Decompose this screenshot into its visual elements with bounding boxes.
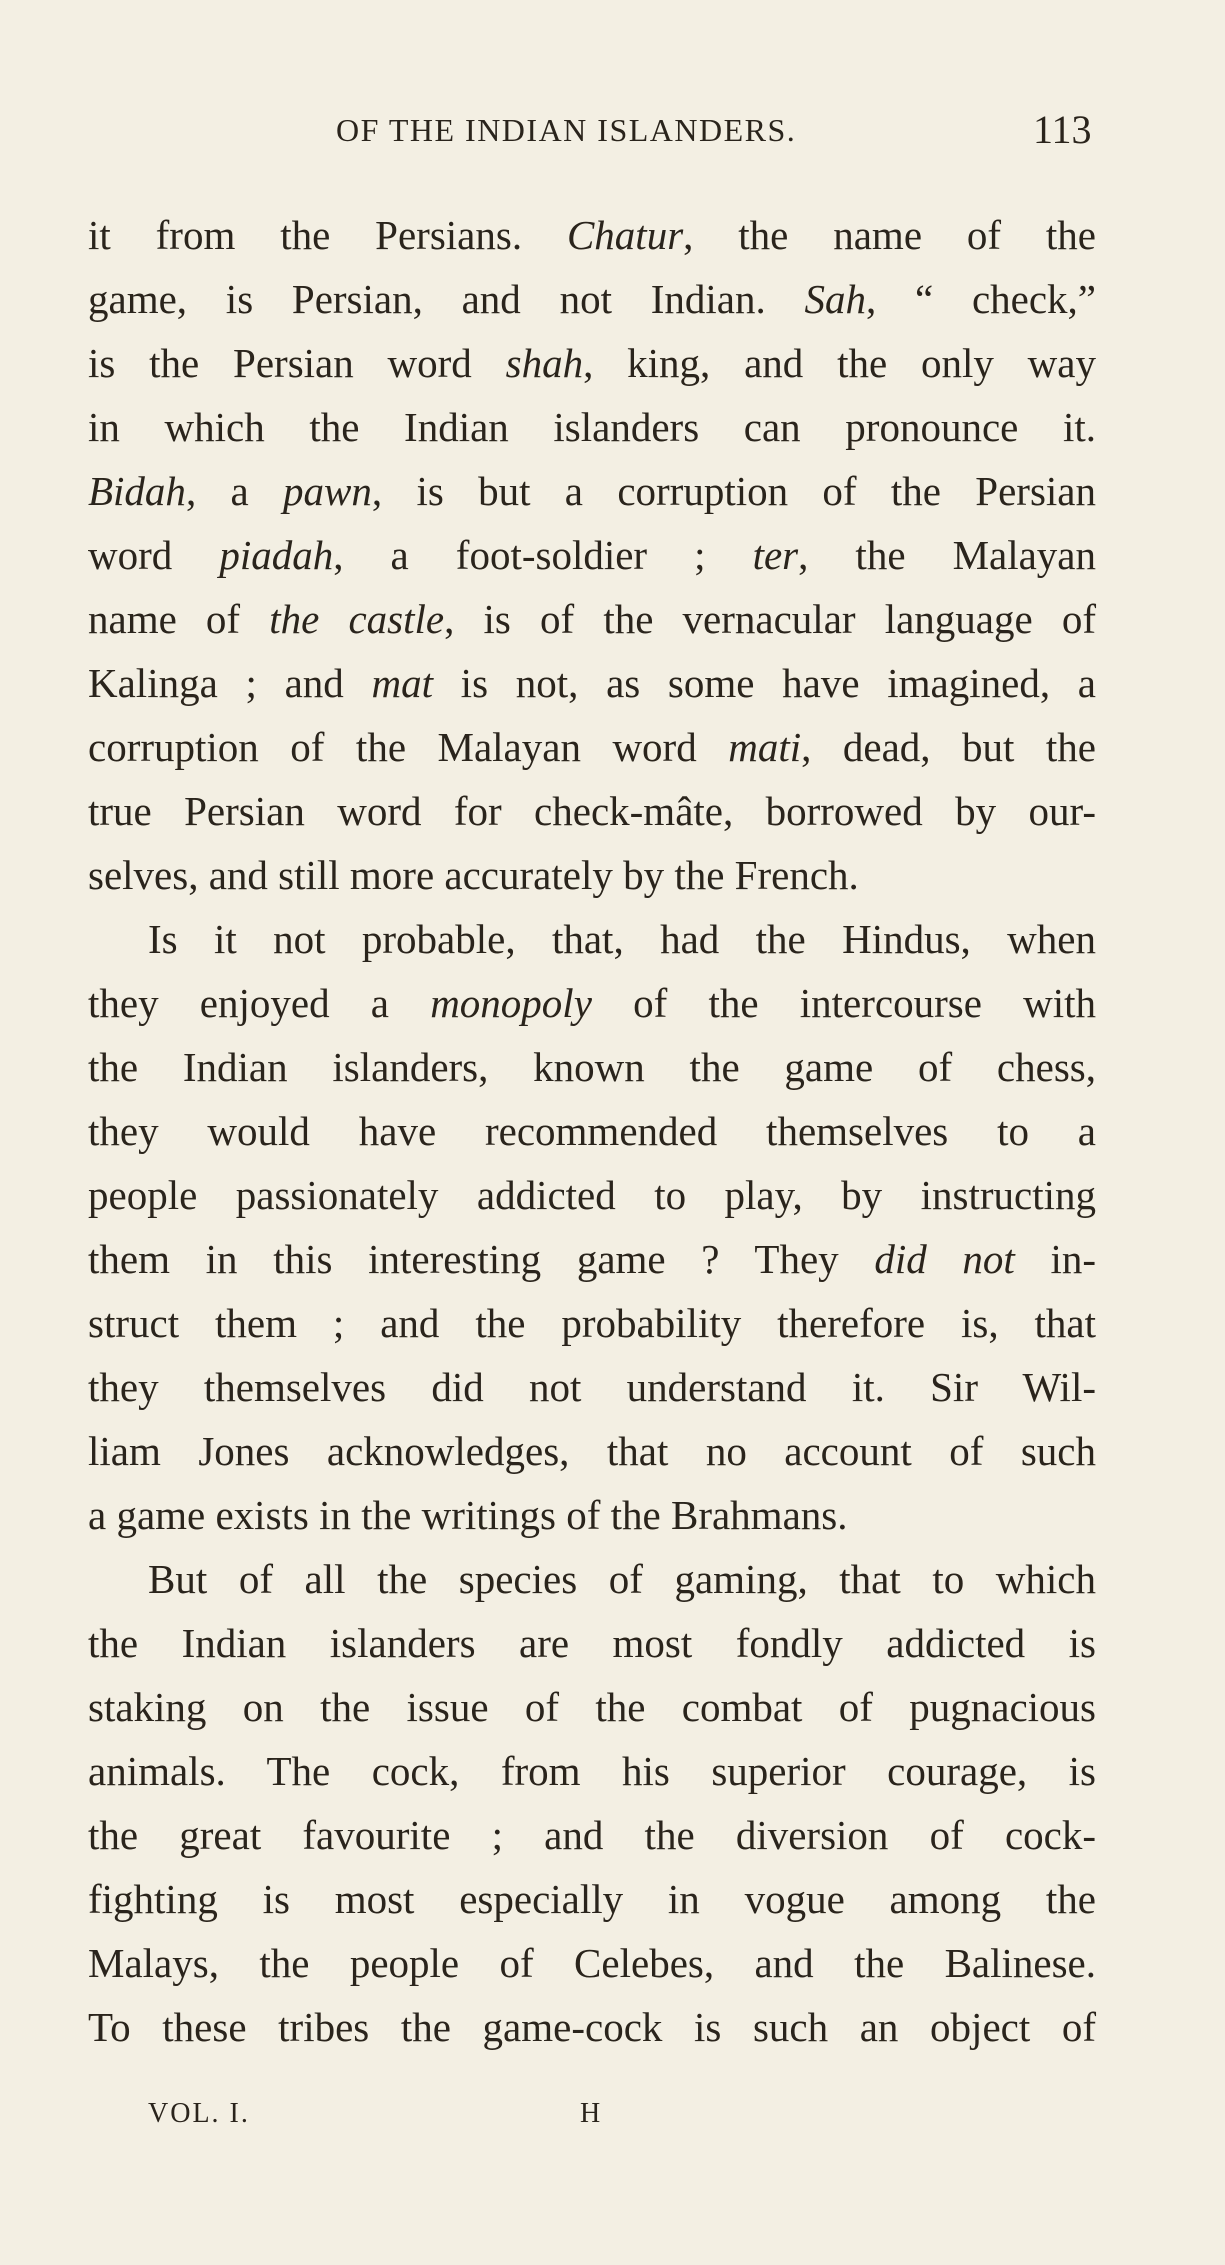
volume-label: VOL. I. [148,2098,250,2129]
text-line: a game exists in the writings of the Brahmans. [88,1492,848,1538]
text-line: word piadah, a foot-soldier ; ter, the Malayan [88,532,1097,578]
text-line: But of all the species of gaming, that to which [148,1556,1096,1602]
body-text [88,203,1096,2059]
text-line: Malays, the people of Celebes, and the Balinese. [88,1940,1096,1986]
text-line: To these tribes the game-cock is such an object of [88,2004,1096,2050]
text-line: the great favourite ; and the diversion of cock- [88,1812,1096,1858]
text-line: struct them ; and the probability therefore is, that [88,1300,1096,1346]
text-line: Is it not probable, that, had the Hindus, when [148,916,1096,962]
text-line: game, is Persian, and not Indian. Sah, “ check,” [88,276,1096,322]
text-line: corruption of the Malayan word mati, dead, but the [88,724,1096,770]
text-line: Bidah, a pawn, is but a corruption of the Persian [88,468,1096,514]
text-line: animals. The cock, from his superior courage, is [88,1748,1096,1794]
text-line: fighting is most especially in vogue among the [88,1876,1096,1922]
text-line: they enjoyed a monopoly of the intercourse with [88,980,1096,1026]
text-line: the Indian islanders, known the game of chess, [88,1044,1096,1090]
text-line: the Indian islanders are most fondly addicted is [88,1620,1096,1666]
text-line: it from the Persians. Chatur, the name of the [88,212,1096,258]
text-line: Kalinga ; and mat is not, as some have imagined, a [88,660,1096,706]
text-line: staking on the issue of the combat of pugnacious [88,1684,1096,1730]
text-line: they themselves did not understand it. Sir Wil- [88,1364,1096,1410]
text-line: liam Jones acknowledges, that no account of such [88,1428,1096,1474]
text-line: people passionately addicted to play, by instructing [88,1172,1096,1218]
text-line: is the Persian word shah, king, and the only way [88,340,1096,386]
text-line: they would have recommended themselves to a [88,1108,1096,1154]
text-line: selves, and still more accurately by the French. [88,852,859,898]
page-number: 113 [1033,107,1092,152]
text-line: in which the Indian islanders can pronounce it. [88,404,1096,450]
running-head: OF THE INDIAN ISLANDERS. [336,112,797,148]
signature-mark: H [580,2098,601,2129]
text-line: them in this interesting game ? They did not in- [88,1236,1096,1282]
text-line: name of the castle, is of the vernacular language of [88,596,1096,642]
text-line: true Persian word for check-mâte, borrowed by our- [88,788,1096,834]
